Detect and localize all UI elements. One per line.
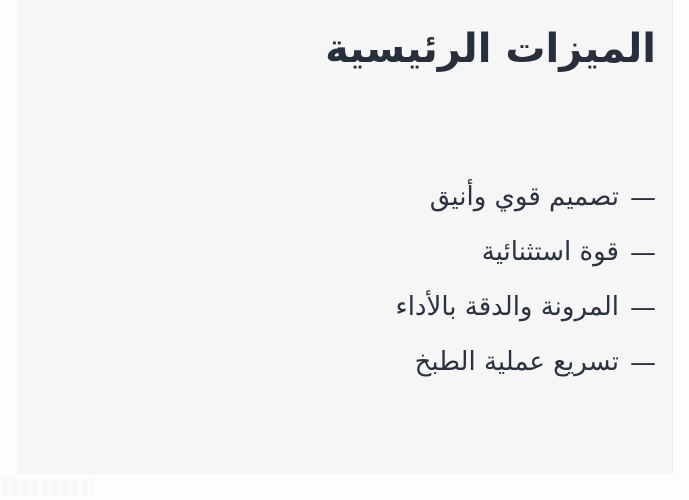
feature-label: قوة استثنائية <box>481 236 619 267</box>
feature-label: تصميم قوي وأنيق <box>429 181 619 212</box>
dash-bullet-icon: — <box>630 182 656 213</box>
faint-watermark-smudge <box>2 478 94 496</box>
dash-bullet-icon: — <box>630 347 656 378</box>
feature-label: تسريع عملية الطبخ <box>414 346 619 377</box>
dash-bullet-icon: — <box>630 292 656 323</box>
feature-item <box>395 280 656 335</box>
feature-item <box>395 225 656 280</box>
page-title: الميزات الرئيسية <box>325 26 656 72</box>
feature-item <box>395 335 656 390</box>
feature-item <box>395 170 656 225</box>
dash-bullet-icon: — <box>630 237 656 268</box>
features-list <box>395 170 656 390</box>
slide-area <box>17 0 673 474</box>
feature-label: المرونة والدقة بالأداء <box>395 291 619 322</box>
